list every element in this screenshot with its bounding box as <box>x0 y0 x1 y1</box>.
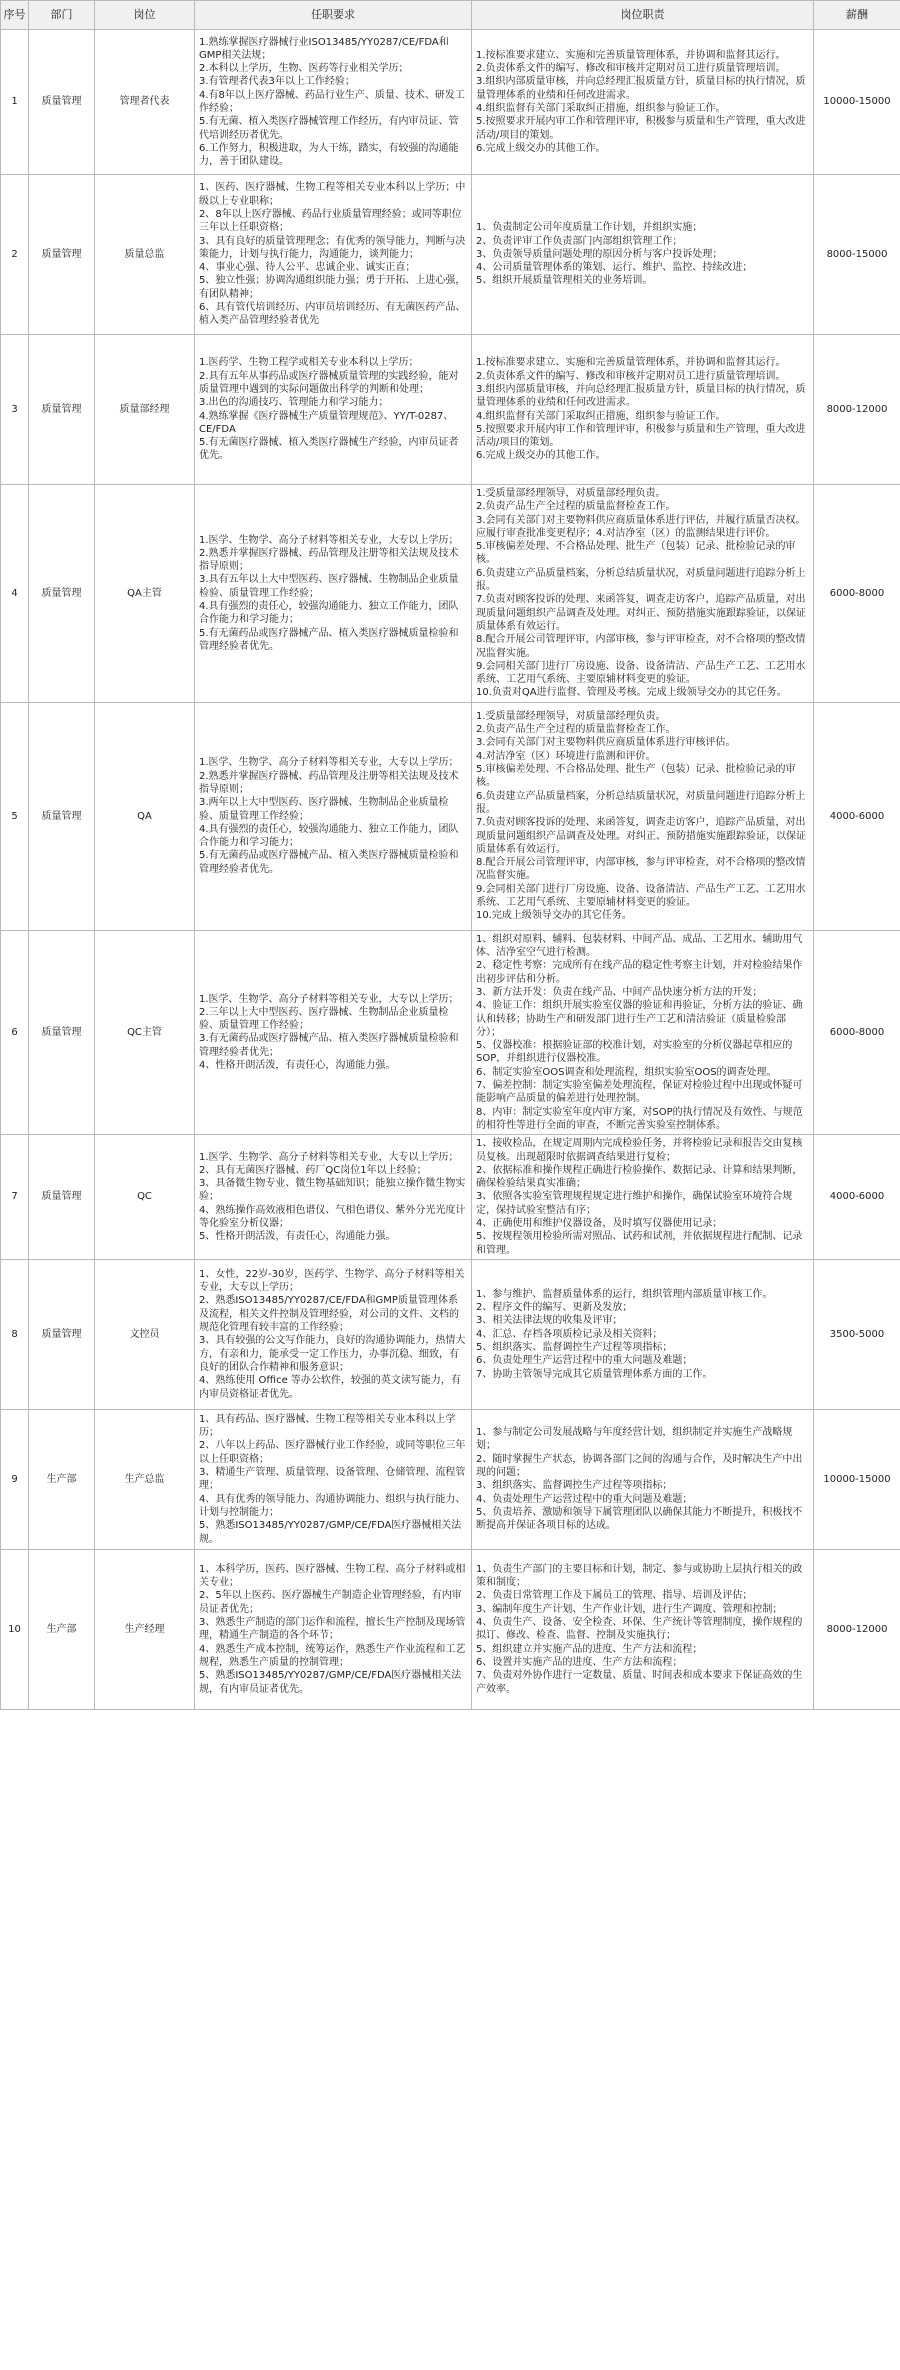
requirement-line: 2.三年以上大中型医药、医疗器械、生物制品企业质量检验、质量管理工作经验； <box>199 1006 449 1032</box>
requirement-line: 3.出色的沟通技巧、管理能力和学习能力； <box>199 397 389 409</box>
duties-cell <box>472 335 814 485</box>
duty-line: 4.对洁净室（区）环境进行监测和评价。 <box>476 750 656 762</box>
salary-cell: 4000-6000 <box>814 1135 900 1260</box>
duty-line: 5、按规程领用检验所需对照品、试药和试剂，并依据规程进行配制、记录和管理。 <box>476 1231 803 1256</box>
requirement-line: 3、具有良好的质量管理理念；有优秀的领导能力，判断与决策能力，计划与执行能力，沟通能力，谈判能力； <box>199 235 466 260</box>
requirement-line: 2、具有无菌医疗器械、药厂QC岗位1年以上经验； <box>199 1164 427 1176</box>
duties-cell <box>472 1135 814 1260</box>
department-cell: 质量管理 <box>29 175 95 335</box>
salary-cell: 8000-12000 <box>814 335 900 485</box>
duty-line: 6、负责处理生产运营过程中的重大问题及难题； <box>476 1355 693 1367</box>
duty-line: 7、偏差控制：制定实验室偏差处理流程，保证对检验过程中出现或怀疑可能影响产品质量的偏差进行处理控制。 <box>476 1080 803 1105</box>
requirement-line: 1、本科学历，医药、医疗器械、生物工程、高分子材料或相关专业； <box>199 1563 466 1589</box>
duty-line: 3、负责领导质量问题处理的原因分析与客户投诉处理； <box>476 248 723 260</box>
header-duties: 岗位职责 <box>472 1 814 30</box>
department-cell: 质量管理 <box>29 930 95 1134</box>
requirements-cell <box>195 702 472 930</box>
table-row <box>1 1409 900 1549</box>
duty-line: 5.审核偏差处理、不合格品处理、批生产（包装）记录、批检验记录的审核。 <box>476 541 796 566</box>
duty-line: 5、组织开展质量管理相关的业务培训。 <box>476 275 653 287</box>
requirement-line: 4.具有强烈的责任心，较强沟通能力、独立工作能力，团队合作能力和学习能力； <box>199 823 459 849</box>
position-cell: 质量部经理 <box>95 335 195 485</box>
duty-line: 9.会同相关部门进行厂房设施、设备、设备清洁、产品生产工艺、工艺用水系统、工艺用气系统、主要原辅材料变更的验证。 <box>476 883 806 909</box>
requirements-cell <box>195 30 472 175</box>
requirement-line: 4、具有优秀的领导能力、沟通协调能力、组织与执行能力、计划与控制能力； <box>199 1493 466 1518</box>
salary-cell: 6000-8000 <box>814 930 900 1134</box>
row-number: 8 <box>1 1259 29 1409</box>
row-number: 10 <box>1 1549 29 1709</box>
duty-line: 2、负责评审工作负责部门内部组织管理工作； <box>476 235 683 247</box>
duties-cell <box>472 30 814 175</box>
position-cell: 文控员 <box>95 1259 195 1409</box>
header-salary: 薪酬 <box>814 1 900 30</box>
requirement-line: 1.医学、生物学、高分子材料等相关专业，大专以上学历； <box>199 757 459 769</box>
row-number: 6 <box>1 930 29 1134</box>
salary-cell: 8000-15000 <box>814 175 900 335</box>
duty-line: 2.负责产品生产全过程的质量监督检查工作。 <box>476 724 676 736</box>
duty-line: 2、负责日常管理工作及下属员工的管理、指导、培训及评估； <box>476 1590 753 1602</box>
position-cell: 生产经理 <box>95 1549 195 1709</box>
salary-cell: 4000-6000 <box>814 702 900 930</box>
duty-line: 4、验证工作：组织开展实验室仪器的验证和再验证，分析方法的验证、确认和转移；协助生产和研发部门进行生产工艺和清洁验证（质量检验部分）； <box>476 1000 803 1038</box>
duty-line: 1、接收检品，在规定周期内完成检验任务，并将检验记录和报告交由复核员复核。出现超限时依据调查结果进行复检； <box>476 1138 803 1163</box>
requirement-line: 2、5年以上医药、医疗器械生产制造企业管理经验，有内审员证者优先； <box>199 1590 462 1615</box>
requirements-cell <box>195 930 472 1134</box>
requirement-line: 5.有无菌、植入类医疗器械管理工作经历，有内审员证、管代培训经历者优先。 <box>199 116 459 141</box>
duty-line: 5.审核偏差处理、不合格品处理、批生产（包装）记录、批检验记录的审核。 <box>476 764 796 789</box>
table-row <box>1 1259 900 1409</box>
duty-line: 7.负责对顾客投诉的处理、来函答复，调查走访客户，追踪产品质量，对出现质量问题组织产品调查及处理。对纠正、预防措施实施跟踪验证，以保证质量体系有效运行。 <box>476 817 806 855</box>
row-number: 2 <box>1 175 29 335</box>
position-cell: QA <box>95 702 195 930</box>
row-number: 3 <box>1 335 29 485</box>
duty-line: 2.负责体系文件的编写、修改和审核并定期对员工进行质量管理培训。 <box>476 63 786 75</box>
row-number: 4 <box>1 485 29 703</box>
duty-line: 1.按标准要求建立、实施和完善质量管理体系，并协调和监督其运行。 <box>476 49 786 61</box>
duty-line: 7、负责对外协作进行一定数量、质量、时间表和成本要求下保证高效的生产效率。 <box>476 1670 803 1695</box>
position-cell: QC <box>95 1135 195 1260</box>
requirement-line: 5、性格开朗活泼，有责任心，沟通能力强。 <box>199 1231 396 1243</box>
duty-line: 1、负责生产部门的主要目标和计划，制定、参与或协助上层执行相关的政策和制度； <box>476 1563 803 1589</box>
duties-cell <box>472 175 814 335</box>
header-no: 序号 <box>1 1 29 30</box>
duty-line: 2、程序文件的编写、更新及发放； <box>476 1302 633 1314</box>
requirement-line: 6、具有管代培训经历、内审员培训经历、有无菌医药产品、植入类产品管理经验者优先 <box>199 302 466 327</box>
duty-line: 5、组织建立并实施产品的进度、生产方法和流程； <box>476 1643 703 1655</box>
duty-line: 4、负责处理生产运营过程中的重大问题及难题； <box>476 1493 693 1505</box>
table-row <box>1 30 900 175</box>
duty-line: 8、内审：制定实验室年度内审方案，对SOP的执行情况及有效性、与规范的相符性等进行全面的审查，不断完善实验室控制体系。 <box>476 1106 803 1131</box>
requirements-cell <box>195 1549 472 1709</box>
requirement-line: 4、熟练使用 Office 等办公软件，较强的英文读写能力，有内审员资格证者优先。 <box>199 1375 461 1400</box>
header-row <box>1 1 900 30</box>
duties-cell <box>472 1259 814 1409</box>
duty-line: 7.负责对顾客投诉的处理、来函答复，调查走访客户，追踪产品质量，对出现质量问题组织产品调查及处理。对纠正、预防措施实施跟踪验证，以保证质量体系有效运行。 <box>476 594 806 632</box>
requirements-cell <box>195 485 472 703</box>
duty-line: 4、负责生产、设备、安全检查、环保、生产统计等管理制度，操作规程的拟订、修改、检查、监督、控制及实施执行； <box>476 1617 803 1642</box>
requirement-line: 1.医学、生物学、高分子材料等相关专业，大专以上学历； <box>199 993 459 1005</box>
duty-line: 4、公司质量管理体系的策划、运行、维护、监控、持续改进； <box>476 262 753 274</box>
table-row <box>1 485 900 703</box>
duty-line: 1.受质量部经理领导，对质量部经理负责。 <box>476 710 666 722</box>
salary-cell: 10000-15000 <box>814 1409 900 1549</box>
department-cell: 质量管理 <box>29 335 95 485</box>
requirement-line: 4.有8年以上医疗器械、药品行业生产、质量、技术、研发工作经验； <box>199 89 465 114</box>
requirements-cell <box>195 1409 472 1549</box>
duty-line: 2.负责产品生产全过程的质量监督检查工作。 <box>476 501 676 513</box>
requirement-line: 5.有无菌药品或医疗器械产品、植入类医疗器械质量检验和管理经验者优先。 <box>199 850 459 875</box>
row-number: 7 <box>1 1135 29 1260</box>
requirement-line: 3、具有较强的公文写作能力，良好的沟通协调能力，热情大方，有亲和力，能承受一定工作压力，办事沉稳、细致，有良好的团队合作精神和服务意识； <box>199 1335 466 1373</box>
duties-cell <box>472 485 814 703</box>
requirement-line: 4.熟练掌握《医疗器械生产质量管理规范》、YY/T-0287、CE/FDA <box>199 410 454 435</box>
duty-line: 9.会同相关部门进行厂房设施、设备、设备清洁、产品生产工艺、工艺用水系统、工艺用气系统、主要原辅材料变更的验证。 <box>476 660 806 686</box>
requirement-line: 5.有无菌医疗器械、植入类医疗器械生产经验，内审员证者优先。 <box>199 437 459 462</box>
duty-line: 6.完成上级交办的其他工作。 <box>476 450 606 462</box>
duty-line: 3、组织落实、监督调控生产过程等项指标； <box>476 1480 673 1492</box>
requirement-line: 5.有无菌药品或医疗器械产品、植入类医疗器械质量检验和管理经验者优先。 <box>199 627 459 652</box>
duty-line: 1、组织对原料、辅料、包装材料、中间产品、成品、工艺用水、辅助用气体、洁净室空气进行检测。 <box>476 933 803 959</box>
requirements-cell <box>195 1259 472 1409</box>
duties-cell <box>472 1549 814 1709</box>
department-cell: 质量管理 <box>29 702 95 930</box>
table-row <box>1 702 900 930</box>
requirement-line: 3.有管理者代表3年以上工作经验； <box>199 76 355 88</box>
position-cell: QA主管 <box>95 485 195 703</box>
duty-line: 6、制定实验室OOS调查和处理流程，组织实验室OOS的调查处理。 <box>476 1066 777 1078</box>
department-cell: 质量管理 <box>29 30 95 175</box>
requirement-line: 1、女性，22岁-30岁，医药学、生物学、高分子材料等相关专业，大专以上学历； <box>199 1268 465 1294</box>
duty-line: 6.负责建立产品质量档案，分析总结质量状况，对质量问题进行追踪分析上报。 <box>476 790 806 815</box>
duty-line: 1、参与制定公司发展战略与年度经营计划，组织制定并实施生产战略规划； <box>476 1427 793 1452</box>
requirement-line: 3、熟悉生产制造的部门运作和流程，擅长生产控制及现场管理，精通生产制造的各个环节； <box>199 1617 466 1642</box>
requirement-line: 2、八年以上药品、医疗器械行业工作经验，或同等职位三年以上任职资格； <box>199 1440 466 1465</box>
requirement-line: 6.工作努力，积极进取，为人干练，踏实，有较强的沟通能力，善于团队建设。 <box>199 142 459 168</box>
duty-line: 1.按标准要求建立、实施和完善质量管理体系，并协调和监督其运行。 <box>476 357 786 369</box>
position-cell: 质量总监 <box>95 175 195 335</box>
duty-line: 2、稳定性考察：完成所有在线产品的稳定性考察主计划，并对检验结果作出初步评估和分析。 <box>476 960 803 985</box>
requirement-line: 4、熟练操作高效液相色谱仪、气相色谱仪、紫外分光光度计等化验室分析仪器； <box>199 1204 466 1229</box>
requirements-cell <box>195 1135 472 1260</box>
requirement-line: 1.医药学、生物工程学或相关专业本科以上学历； <box>199 357 419 369</box>
header-dept: 部门 <box>29 1 95 30</box>
duty-line: 5.按照要求开展内审工作和管理评审，积极参与质量和生产管理，重大改进活动/项目的策划。 <box>476 116 806 141</box>
row-number: 1 <box>1 30 29 175</box>
header-post: 岗位 <box>95 1 195 30</box>
duty-line: 4.组织监督有关部门采取纠正措施，组织参与验证工作。 <box>476 103 726 114</box>
duty-line: 1.受质量部经理领导，对质量部经理负责。 <box>476 488 666 499</box>
duty-line: 3.会同有关部门对主要物料供应商质量体系进行审核评估。 <box>476 737 736 749</box>
duty-line: 3.会同有关部门对主要物料供应商质量体系进行评估，并履行质量否决权。应履行审查批准变更程序；4.对洁净室（区）的监测结果进行评价。 <box>476 514 806 539</box>
duty-line: 5、负责培养、激励和领导下属管理团队以确保其能力不断提升，积极找不断提高并保证各项目标的达成。 <box>476 1506 803 1532</box>
duty-line: 6、设置并实施产品的进度、生产方法和流程； <box>476 1656 683 1668</box>
table-row <box>1 1135 900 1260</box>
salary-cell: 6000-8000 <box>814 485 900 703</box>
requirement-line: 2、8年以上医疗器械、药品行业质量管理经验；或同等职位三年以上任职资格； <box>199 208 462 234</box>
table-row <box>1 930 900 1134</box>
requirement-line: 1、医药、医疗器械、生物工程等相关专业本科以上学历；中级以上专业职称； <box>199 182 466 207</box>
department-cell: 质量管理 <box>29 485 95 703</box>
duty-line: 10.负责对QA进行监督、管理及考核。完成上级领导交办的其它任务。 <box>476 687 787 699</box>
requirements-cell <box>195 335 472 485</box>
duty-line: 10.完成上级领导交办的其它任务。 <box>476 910 632 922</box>
requirement-line: 4、熟悉生产成本控制，统筹运作，熟悉生产作业流程和工艺规程，熟悉生产质量的控制管理； <box>199 1643 466 1668</box>
requirement-line: 3.两年以上大中型医药、医疗器械、生物制品企业质量检验、质量管理工作经验； <box>199 797 449 822</box>
position-cell: 生产总监 <box>95 1409 195 1549</box>
requirement-line: 3、精通生产管理、质量管理、设备管理、仓储管理、流程管理； <box>199 1467 466 1492</box>
table-row <box>1 1549 900 1709</box>
duties-cell <box>472 702 814 930</box>
requirement-line: 4、事业心强、待人公平、忠诚企业、诚实正直； <box>199 262 416 274</box>
requirement-line: 3、具备微生物专业、微生物基础知识；能独立操作微生物实验； <box>199 1178 466 1203</box>
salary-cell: 3500-5000 <box>814 1259 900 1409</box>
duty-line: 4、正确使用和维护仪器设备，及时填写仪器使用记录； <box>476 1217 723 1229</box>
table-row <box>1 175 900 335</box>
duty-line: 3.组织内部质量审核，并向总经理汇报质量方针，质量目标的执行情况，质量管理体系的业绩和任何改进需求。 <box>476 76 806 101</box>
requirement-line: 5、独立性强；协调沟通组织能力强；勇于开拓、上进心强，有团队精神； <box>199 275 466 300</box>
requirement-line: 1、具有药品、医疗器械、生物工程等相关专业本科以上学历； <box>199 1413 456 1439</box>
requirement-line: 3.有无菌药品或医疗器械产品、植入类医疗器械质量检验和管理经验者优先； <box>199 1033 459 1058</box>
position-cell: QC主管 <box>95 930 195 1134</box>
duty-line: 3、依照各实验室管理规程规定进行维护和操作，确保试验室环境符合规定，保持试验室整洁有序； <box>476 1191 793 1216</box>
duty-line: 2.负责体系文件的编写、修改和审核并定期对员工进行质量管理培训。 <box>476 370 786 382</box>
requirement-line: 4、性格开朗活泼，有责任心，沟通能力强。 <box>199 1060 396 1072</box>
duty-line: 4、汇总、存档各项质检记录及相关资料； <box>476 1328 663 1340</box>
duty-line: 7、协助主管领导完成其它质量管理体系方面的工作。 <box>476 1368 713 1380</box>
requirement-line: 2.具有五年从事药品或医疗器械质量管理的实践经验，能对质量管理中遇到的实际问题做出科学的判断和处理； <box>199 370 459 395</box>
requirement-line: 2.本科以上学历，生物、医药等行业相关学历； <box>199 63 409 75</box>
requirement-line: 1.医学、生物学、高分子材料等相关专业，大专以上学历； <box>199 1151 459 1163</box>
requirement-line: 5、熟悉ISO13485/YY0287/GMP/CE/FDA医疗器械相关法规。 <box>199 1520 462 1545</box>
requirement-line: 3.具有五年以上大中型医药、医疗器械、生物制品企业质量检验、质量管理工作经验； <box>199 574 459 599</box>
duty-line: 2、随时掌握生产状态，协调各部门之间的沟通与合作，及时解决生产中出现的问题； <box>476 1453 803 1479</box>
department-cell: 生产部 <box>29 1549 95 1709</box>
requirements-cell <box>195 175 472 335</box>
requirement-line: 2.熟悉并掌握医疗器械、药品管理及注册等相关法规及技术指导原则； <box>199 770 459 795</box>
salary-cell: 10000-15000 <box>814 30 900 175</box>
duty-line: 4.组织监督有关部门采取纠正措施，组织参与验证工作。 <box>476 410 726 422</box>
department-cell: 质量管理 <box>29 1259 95 1409</box>
table-row <box>1 335 900 485</box>
duty-line: 3、相关法律法规的收集及评审； <box>476 1315 623 1327</box>
duty-line: 2、依据标准和操作规程正确进行检验操作、数据记录、计算和结果判断，确保检验结果真实准确； <box>476 1164 803 1190</box>
row-number: 5 <box>1 702 29 930</box>
requirement-line: 2、熟悉ISO13485/YY0287/CE/FDA和GMP质量管理体系及流程，相关文件控制及管理经验，对公司的文件、文档的规范化管理有较丰富的工作经验； <box>199 1295 459 1334</box>
salary-cell: 8000-12000 <box>814 1549 900 1709</box>
duty-line: 3.组织内部质量审核，并向总经理汇报质量方针，质量目标的执行情况，质量管理体系的业绩和任何改进需求。 <box>476 383 806 409</box>
duty-line: 6.完成上级交办的其他工作。 <box>476 142 606 154</box>
department-cell: 质量管理 <box>29 1135 95 1260</box>
duty-line: 1、参与维护、监督质量体系的运行，组织管理内部质量审核工作。 <box>476 1288 773 1300</box>
duty-line: 3、新方法开发：负责在线产品、中间产品快速分析方法的开发； <box>476 986 763 998</box>
position-cell: 管理者代表 <box>95 30 195 175</box>
requirement-line: 4.具有强烈的责任心，较强沟通能力、独立工作能力，团队合作能力和学习能力； <box>199 601 459 626</box>
duties-cell <box>472 930 814 1134</box>
requirement-line: 1.医学、生物学、高分子材料等相关专业，大专以上学历； <box>199 534 459 546</box>
duty-line: 1、负责制定公司年度质量工作计划，并组织实施； <box>476 222 703 234</box>
department-cell: 生产部 <box>29 1409 95 1549</box>
requirement-line: 1.熟练掌握医疗器械行业ISO13485/YY0287/CE/FDA和GMP相关法规； <box>199 36 449 61</box>
duty-line: 3、编制年度生产计划、生产作业计划，进行生产调度、管理和控制； <box>476 1603 783 1615</box>
requirement-line: 5、熟悉ISO13485/YY0287/GMP/CE/FDA医疗器械相关法规，有内审员证者优先。 <box>199 1670 462 1695</box>
requirement-line: 2.熟悉并掌握医疗器械、药品管理及注册等相关法规及技术指导原则； <box>199 547 459 573</box>
duties-cell <box>472 1409 814 1549</box>
duty-line: 5、仪器校准：根据验证部的校准计划，对实验室的分析仪器起草相应的SOP，并组织进行仪器校准。 <box>476 1040 793 1065</box>
duty-line: 8.配合开展公司管理评审，内部审核，参与评审检查，对不合格项的整改情况监督实施。 <box>476 857 806 882</box>
duty-line: 5、组织落实、监督调控生产过程等项指标； <box>476 1342 673 1354</box>
duty-line: 5.按照要求开展内审工作和管理评审，积极参与质量和生产管理，重大改进活动/项目的策划。 <box>476 423 806 449</box>
duty-line: 6.负责建立产品质量档案，分析总结质量状况，对质量问题进行追踪分析上报。 <box>476 567 806 593</box>
row-number: 9 <box>1 1409 29 1549</box>
duty-line: 8.配合开展公司管理评审，内部审核，参与评审检查，对不合格项的整改情况监督实施。 <box>476 634 806 659</box>
header-requirements: 任职要求 <box>195 1 472 30</box>
